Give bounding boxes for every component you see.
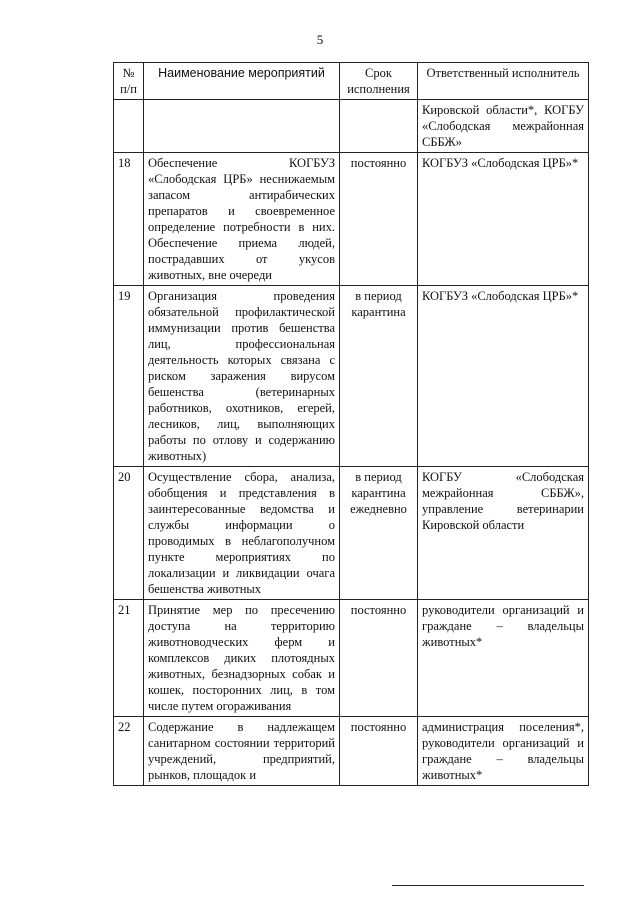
row-num: 22: [114, 717, 144, 786]
row-num: 19: [114, 286, 144, 467]
row-responsible: КОГБУЗ «Слободская ЦРБ»*: [418, 286, 589, 467]
table-row: [114, 100, 589, 153]
row-name: Принятие мер по пресечению доступа на территорию животноводческих ферм и комплексов диких плотоядных животных, безнадзорных собак и кошек, посторонних лиц, в том числе путем огораживания: [144, 600, 340, 717]
row-term: в период карантина: [340, 286, 418, 467]
row-num: 18: [114, 153, 144, 286]
row-responsible: КОГБУЗ «Слободская ЦРБ»*: [418, 153, 589, 286]
row-num: 20: [114, 467, 144, 600]
table-row: [114, 717, 589, 786]
table-row: [114, 467, 589, 600]
table-header-row: [114, 63, 589, 100]
row-term: постоянно: [340, 717, 418, 786]
header-responsible: Ответственный исполнитель: [418, 63, 589, 100]
footer-divider: [392, 885, 584, 886]
table-row: [114, 153, 589, 286]
row-num: [114, 100, 144, 153]
row-name: Содержание в надлежащем санитарном состоянии территорий учреждений, предприятий, рынков, площадок и: [144, 717, 340, 786]
page-number: 5: [316, 32, 324, 47]
row-responsible: КОГБУ «Слободская межрайонная СББЖ», управление ветеринарии Кировской области: [418, 467, 589, 600]
row-term: постоянно: [340, 153, 418, 286]
row-name: Осуществление сбора, анализа, обобщения и представления в заинтересованные ведомства и службы информации о проводимых в неблагополучном пункте мероприятиях по локализации и ликвидации очага бешенства животных: [144, 467, 340, 600]
row-responsible: Кировской области*, КОГБУ «Слободская межрайонная СББЖ»: [418, 100, 589, 153]
header-term: Срок исполнения: [340, 63, 418, 100]
row-term: в период карантина ежедневно: [340, 467, 418, 600]
row-name: Организация проведения обязательной профилактической иммунизации против бешенства лиц, профессиональная деятельность которых связана с риском заражения вирусом бешенства (ветеринарных работников, охотников, егерей, лесников, лиц, выполняющих работы по отлову и содержанию животных): [144, 286, 340, 467]
row-num: 21: [114, 600, 144, 717]
table-row: [114, 286, 589, 467]
header-num: № п/п: [114, 63, 144, 100]
row-name: [144, 100, 340, 153]
row-name: Обеспечение КОГБУЗ «Слободская ЦРБ» неснижаемым запасом антирабических препаратов и своевременное определение потребности в них. Обеспечение приема людей, пострадавших от укусов животных, вне очереди: [144, 153, 340, 286]
table-row: [114, 600, 589, 717]
row-responsible: администрация поселения*, руководители организаций и граждане – владельцы животных*: [418, 717, 589, 786]
row-term: постоянно: [340, 600, 418, 717]
header-name: Наименование мероприятий: [144, 63, 340, 100]
measures-table: [113, 62, 589, 786]
row-term: [340, 100, 418, 153]
row-responsible: руководители организаций и граждане – владельцы животных*: [418, 600, 589, 717]
